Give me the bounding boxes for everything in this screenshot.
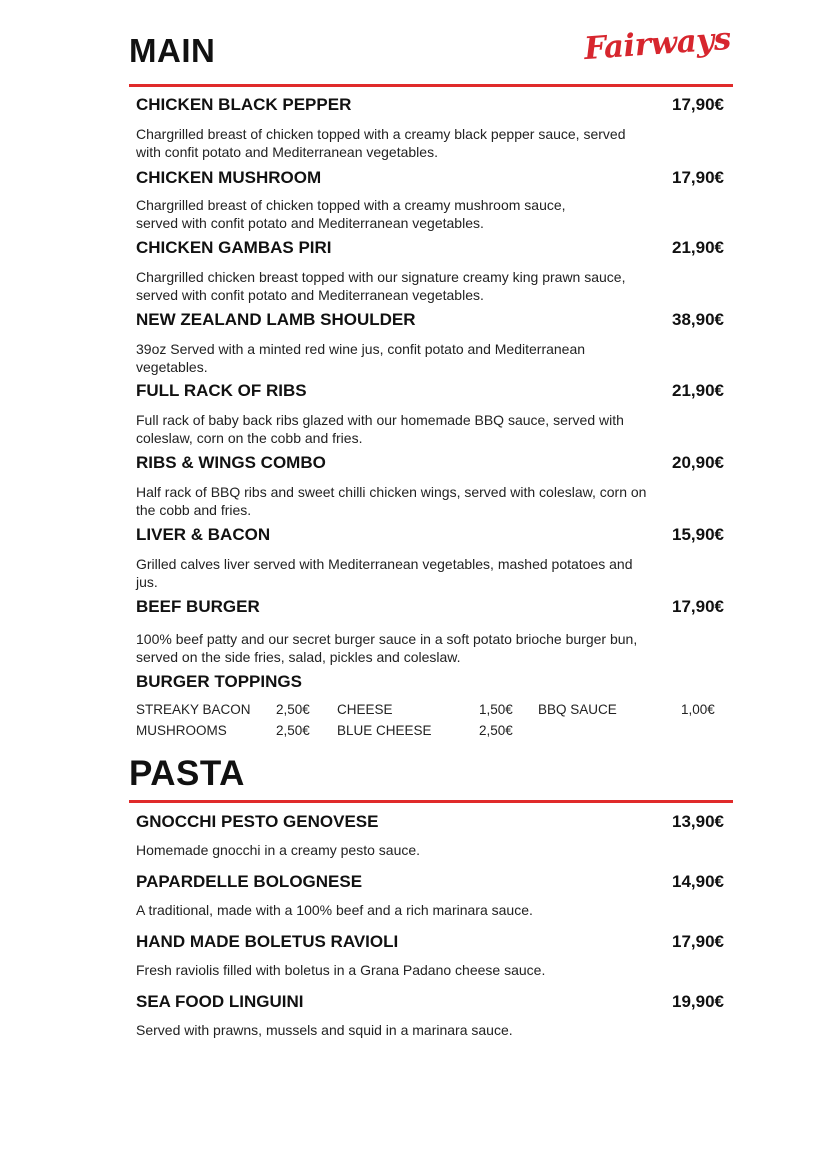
menu-item-name: RIBS & WINGS COMBO bbox=[136, 453, 326, 472]
menu-item-price: 21,90€ bbox=[672, 381, 724, 400]
topping-name: BBQ SAUCE bbox=[538, 702, 617, 717]
topping-price: 2,50€ bbox=[479, 723, 513, 738]
menu-item-price: 17,90€ bbox=[672, 168, 724, 187]
topping-name: CHEESE bbox=[337, 702, 393, 717]
topping-name: STREAKY BACON bbox=[136, 702, 251, 717]
menu-item-price: 21,90€ bbox=[672, 238, 724, 257]
menu-item-name: SEA FOOD LINGUINI bbox=[136, 992, 304, 1011]
fairways-logo: Fairways bbox=[583, 20, 733, 68]
menu-item-price: 17,90€ bbox=[672, 597, 724, 616]
menu-item-price: 20,90€ bbox=[672, 453, 724, 472]
menu-item-price: 15,90€ bbox=[672, 525, 724, 544]
pasta-section-title: PASTA bbox=[129, 754, 245, 793]
menu-item-description: Homemade gnocchi in a creamy pesto sauce. bbox=[136, 842, 421, 858]
burger-toppings-heading: BURGER TOPPINGS bbox=[136, 672, 302, 691]
menu-item-description: Chargrilled breast of chicken topped with a creamy black pepper sauce, served with confit potato and Mediterranean vegetables. bbox=[136, 126, 626, 160]
menu-item-name: PAPARDELLE BOLOGNESE bbox=[136, 872, 363, 891]
menu-item-description: 100% beef patty and our secret burger sauce in a soft potato brioche burger bun, served on the side fries, salad, pickles and coleslaw. bbox=[136, 631, 638, 665]
main-section-divider bbox=[129, 84, 733, 87]
menu-item-name: FULL RACK OF RIBS bbox=[136, 381, 307, 400]
menu-item-price: 17,90€ bbox=[672, 932, 724, 951]
topping-name: MUSHROOMS bbox=[136, 723, 227, 738]
menu-item-description: Grilled calves liver served with Mediterranean vegetables, mashed potatoes and jus. bbox=[136, 556, 633, 590]
menu-item-price: 13,90€ bbox=[672, 812, 724, 831]
menu-item-price: 38,90€ bbox=[672, 310, 724, 329]
menu-item-name: CHICKEN GAMBAS PIRI bbox=[136, 238, 332, 257]
menu-item-name: CHICKEN MUSHROOM bbox=[136, 168, 322, 187]
menu-item-name: BEEF BURGER bbox=[136, 597, 260, 616]
topping-price: 2,50€ bbox=[276, 702, 310, 717]
menu-item-name: CHICKEN BLACK PEPPER bbox=[136, 95, 352, 114]
menu-item-description: Full rack of baby back ribs glazed with our homemade BBQ sauce, served with coleslaw, corn on the cobb and fries. bbox=[136, 412, 624, 446]
menu-item-description: Chargrilled breast of chicken topped with a creamy mushroom sauce, served with confit potato and Mediterranean vegetables. bbox=[136, 197, 566, 231]
menu-item-price: 14,90€ bbox=[672, 872, 724, 891]
pasta-section-divider bbox=[129, 800, 733, 803]
menu-item-price: 19,90€ bbox=[672, 992, 724, 1011]
topping-price: 1,50€ bbox=[479, 702, 513, 717]
menu-item-description: Chargrilled chicken breast topped with our signature creamy king prawn sauce, served with confit potato and Mediterranean vegetables. bbox=[136, 269, 626, 303]
topping-price: 1,00€ bbox=[681, 702, 715, 717]
main-section-title: MAIN bbox=[129, 32, 216, 69]
topping-price: 2,50€ bbox=[276, 723, 310, 738]
menu-item-name: NEW ZEALAND LAMB SHOULDER bbox=[136, 310, 416, 329]
menu-item-name: GNOCCHI PESTO GENOVESE bbox=[136, 812, 379, 831]
menu-item-description: Fresh raviolis filled with boletus in a Grana Padano cheese sauce. bbox=[136, 962, 546, 978]
menu-item-description: Half rack of BBQ ribs and sweet chilli chicken wings, served with coleslaw, corn on the cobb and fries. bbox=[136, 484, 647, 518]
topping-name: BLUE CHEESE bbox=[337, 723, 432, 738]
menu-item-price: 17,90€ bbox=[672, 95, 724, 114]
menu-item-name: HAND MADE BOLETUS RAVIOLI bbox=[136, 932, 399, 951]
menu-item-description: 39oz Served with a minted red wine jus, confit potato and Mediterranean vegetables. bbox=[136, 341, 586, 375]
menu-item-description: A traditional, made with a 100% beef and a rich marinara sauce. bbox=[136, 902, 533, 918]
menu-item-name: LIVER & BACON bbox=[136, 525, 271, 544]
menu-item-description: Served with prawns, mussels and squid in a marinara sauce. bbox=[136, 1022, 513, 1038]
